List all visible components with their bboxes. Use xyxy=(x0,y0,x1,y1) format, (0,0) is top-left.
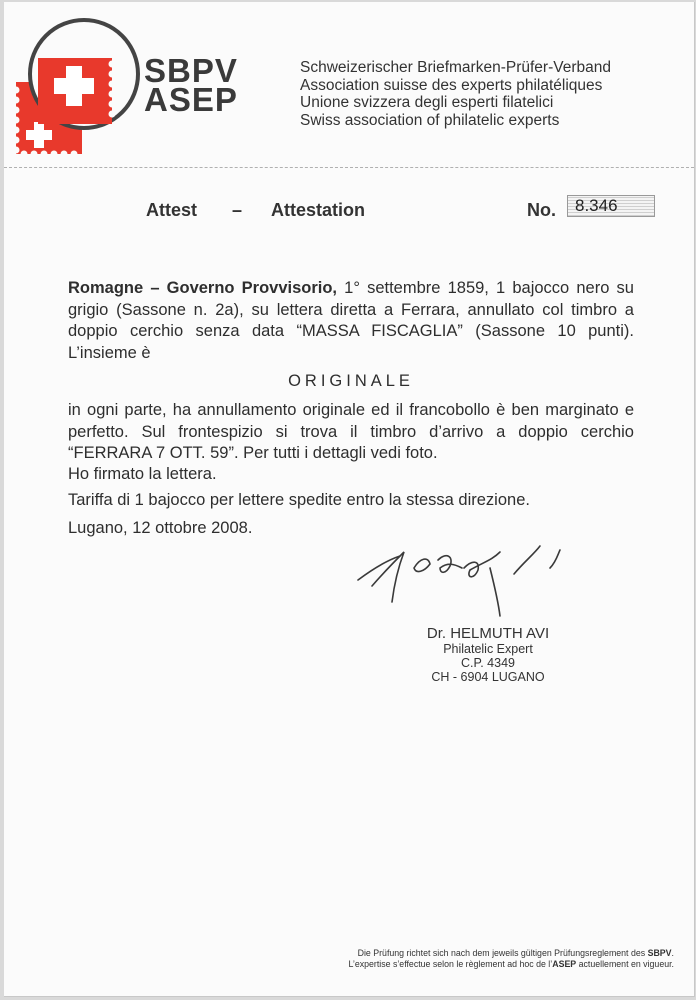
brand-mark xyxy=(144,52,238,118)
header-divider xyxy=(4,167,694,169)
expert-city: CH - 6904 LUGANO xyxy=(431,670,545,684)
org-name-fr: Association suisse des experts philatéliques xyxy=(300,76,603,94)
regulation-footer xyxy=(304,948,674,970)
footer-de-end: . xyxy=(671,948,674,958)
attest-label: Attest xyxy=(146,200,198,220)
expert-block xyxy=(408,625,568,684)
number-label: No. xyxy=(527,200,556,220)
organization-names xyxy=(300,59,611,129)
sbpv-logo-icon xyxy=(8,16,148,158)
signed-note: Ho firmato la lettera. xyxy=(68,465,217,483)
expert-title: Philatelic Expert xyxy=(443,642,533,656)
footer-fr-end: actuellement en vigueur. xyxy=(576,959,674,969)
paragraph-2-text: in ogni parte, ha annullamento originale ed il francobollo è ben marginato e perfetto. Sul frontespizio si trova il timbro d’arrivo a doppio cerchio “FERRARA 7 OTT. 59”. Per tutti i dettagli vedi foto. xyxy=(68,401,634,462)
original-verdict: ORIGINALE xyxy=(288,372,414,390)
brand-sbpv: SBPV xyxy=(144,52,238,89)
stamp-front-icon xyxy=(30,58,116,124)
header-dash: – xyxy=(232,200,243,220)
tariff-note: Tariffa di 1 bajocco per lettere spedite entro la stessa direzione. xyxy=(68,491,530,509)
footer-fr-text: L’expertise s’effectue selon le règlement ad hoc de l’ xyxy=(348,959,553,969)
expert-name: Dr. HELMUTH AVI xyxy=(426,625,550,642)
paragraph-details xyxy=(68,400,634,465)
org-name-it: Unione svizzera degli esperti filatelici xyxy=(300,94,554,111)
handwritten-signature xyxy=(354,538,584,618)
certificate-number: 8.346 xyxy=(575,196,618,215)
org-name-de: Schweizerischer Briefmarken-Prüfer-Verband xyxy=(300,59,611,76)
attestation-label: Attestation xyxy=(271,200,365,220)
brand-asep: ASEP xyxy=(144,81,238,118)
footer-fr-bold: ASEP xyxy=(552,959,577,969)
footer-line-fr xyxy=(304,959,674,970)
certificate-sheet xyxy=(4,2,695,997)
footer-line-de xyxy=(304,948,674,959)
place-date: Lugano, 12 ottobre 2008. xyxy=(68,519,253,537)
paragraph-description xyxy=(68,278,634,364)
footer-de-bold: SBPV xyxy=(647,948,672,958)
expert-po-box: C.P. 4349 xyxy=(461,656,515,670)
footer-de-text: Die Prüfung richtet sich nach dem jeweils gültigen Prüfungsreglement des xyxy=(357,948,648,958)
item-title: Romagne – Governo Provvisorio, xyxy=(68,279,338,297)
org-name-en: Swiss association of philatelic experts xyxy=(300,111,560,129)
paragraph-1-text: 1° settembre 1859, 1 bajocco nero su grigio (Sassone n. 2a), su lettera diretta a Ferrara, annullato col timbro a doppio cerchio senza data “MASSA FISCAGLIA” (Sassone 10 punti). L’insieme è xyxy=(68,279,634,362)
